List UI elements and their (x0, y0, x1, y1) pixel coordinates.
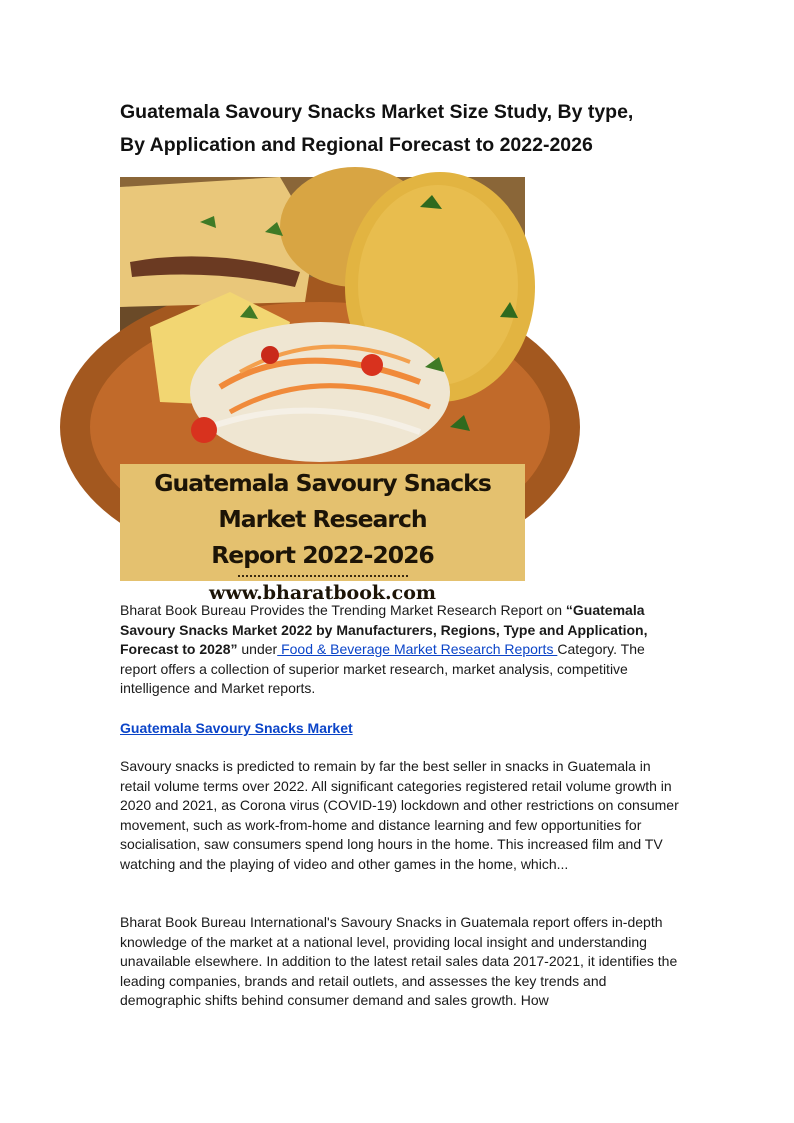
intro-prefix: Bharat Book Bureau Provides the Trending Market Research Report on (120, 602, 566, 618)
banner-divider (238, 575, 408, 577)
report-description-paragraph: Bharat Book Bureau International's Savoury Snacks in Guatemala report offers in-depth knowledge of the market at a national level, providing local insight and understanding unavailable elsewhere. In addition to the latest retail sales data 2017-2021, it identifies the leading companies, brands and retail outlets, and assesses the key trends and demographic shifts behind consumer demand and sales growth. How (120, 914, 678, 1008)
title-line-1: Guatemala Savoury Snacks Market Size Study, By type, (120, 101, 634, 123)
snack-food-photo (120, 177, 525, 464)
market-section-link[interactable]: Guatemala Savoury Snacks Market (120, 720, 353, 736)
page-title (120, 96, 680, 162)
banner-subtitle: Report 2022-2026 (211, 541, 434, 569)
market-overview-paragraph: Savoury snacks is predicted to remain by far the best seller in snacks in Guatemala in retail volume terms over 2022. All significant categories registered retail volume growth in 2020 and 2021, as Corona virus (COVID-19) lockdown and other restrictions on consumer movement, such as work-from-home and distance learning and few opportunities for socialisation, saw consumers spend long hours in the home. This increased film and TV watching and the playing of video and other games in the home, which... (120, 758, 679, 872)
report-banner (120, 464, 525, 604)
banner-title: Guatemala Savoury Snacks Market Research (154, 469, 491, 533)
intro-under: under (237, 641, 278, 657)
category-link[interactable]: Food & Beverage Market Research Reports (277, 641, 558, 657)
report-name: “Guatemala Savoury Snacks Market 2022 by Manufacturers, Regions, Type and Application, Forecast to 2028” (120, 602, 648, 657)
intro-paragraph (120, 601, 680, 699)
report-cover-image (120, 177, 525, 604)
title-line-2: By Application and Regional Forecast to 2022-2026 (120, 134, 593, 156)
banner-url: www.bharatbook.com (208, 582, 437, 604)
intro-suffix: Category. The report offers a collection of superior market research, market analysis, competitive intelligence and Market reports. (120, 641, 645, 696)
